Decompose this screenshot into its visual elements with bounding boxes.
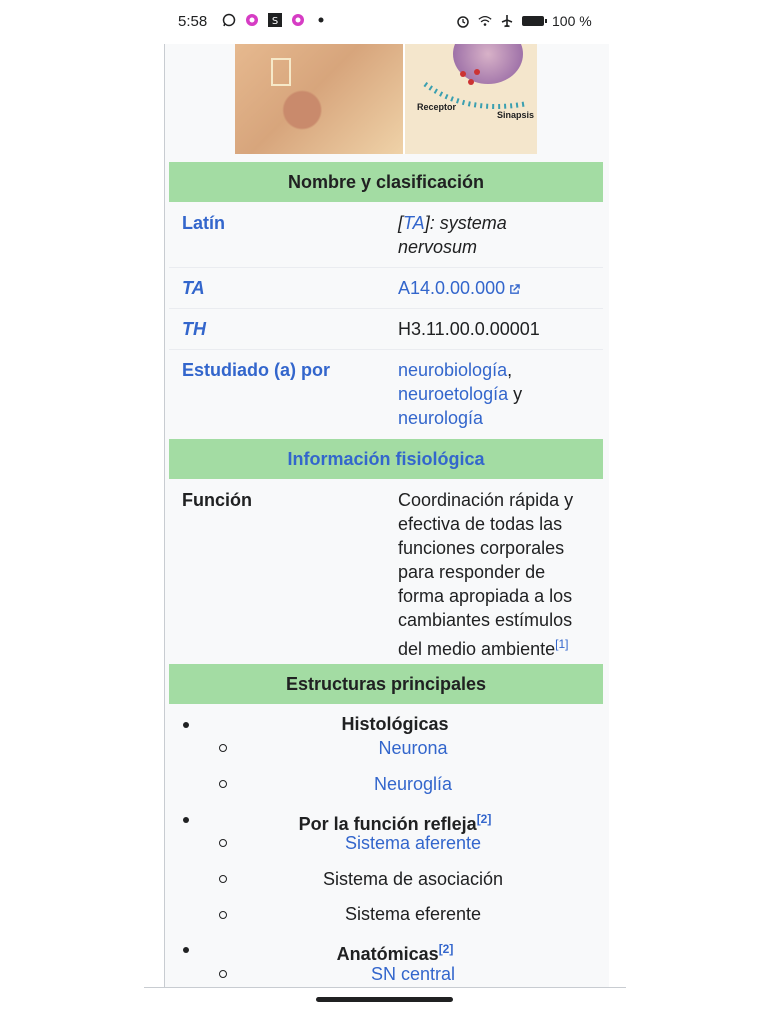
list-heading-histologicas: Histológicas — [341, 714, 449, 734]
nervous-system-image[interactable] — [235, 44, 537, 154]
list-heading-anatomicas: Anatómicas[2] — [336, 942, 454, 964]
function-label: Función — [182, 490, 252, 510]
app-pink-icon — [291, 13, 305, 27]
neurologia-link[interactable]: neurología — [398, 408, 484, 428]
function-value: Coordinación rápida y efectiva de todas las funciones corporales para responder de forma apropiada a los cambiantes estímulos del medio ambiente[1] — [398, 490, 574, 659]
divider — [169, 308, 603, 309]
infobox — [164, 44, 609, 988]
circle-bullet-icon — [219, 875, 227, 883]
circle-bullet-icon — [219, 780, 227, 788]
status-bar — [0, 0, 768, 44]
neurobiologia-link[interactable]: neurobiología — [398, 360, 508, 380]
neurona-link[interactable]: Neurona — [378, 738, 448, 758]
external-link-icon — [509, 284, 520, 295]
bullet-icon — [183, 817, 189, 823]
neuron-illustration — [235, 44, 403, 154]
th-label[interactable]: TH — [182, 319, 206, 339]
reference-2[interactable]: [2] — [438, 942, 454, 956]
sistema-aferente-link[interactable]: Sistema aferente — [344, 833, 482, 853]
svg-text:S: S — [271, 16, 279, 27]
wifi-icon — [478, 14, 492, 28]
studied-value: neurobiología, neuroetología y neurología — [398, 360, 523, 428]
bullet-icon — [183, 947, 189, 953]
s-app-icon — [268, 13, 282, 27]
airplane-icon — [500, 14, 514, 28]
ta-label[interactable]: TA — [182, 278, 205, 298]
sn-central-link[interactable]: SN central — [370, 964, 456, 984]
battery-percent: 100 % — [552, 13, 592, 29]
circle-bullet-icon — [219, 839, 227, 847]
neuroglia-link[interactable]: Neuroglía — [373, 774, 453, 794]
home-gesture-bar[interactable] — [316, 997, 453, 1002]
status-time: 5:58 — [178, 13, 208, 30]
app-pink-icon — [245, 13, 259, 27]
receptor-label: Receptor — [417, 102, 457, 112]
zoom-box — [271, 58, 291, 86]
divider — [169, 349, 603, 350]
circle-bullet-icon — [219, 911, 227, 919]
reference-1[interactable]: [1] — [555, 637, 569, 651]
section-header-structures: Estructuras principales — [169, 664, 603, 704]
section-header-physiology[interactable]: Información fisiológica — [169, 439, 603, 479]
sistema-eferente: Sistema eferente — [344, 904, 482, 924]
whatsapp-icon — [222, 13, 236, 27]
notification-icons — [222, 13, 328, 27]
system-icons — [456, 13, 592, 29]
battery-icon — [522, 16, 544, 26]
dot-icon — [314, 13, 328, 27]
divider — [169, 267, 603, 268]
alarm-icon — [456, 14, 470, 28]
reference-2[interactable]: [2] — [476, 812, 492, 826]
latin-value: [TA]: systema nervosum — [398, 213, 507, 257]
circle-bullet-icon — [219, 970, 227, 978]
nav-divider — [144, 987, 626, 988]
synapse-label: Sinapsis — [497, 110, 535, 120]
sistema-asociacion: Sistema de asociación — [322, 869, 504, 889]
synapse-illustration — [403, 44, 537, 154]
ta-value[interactable]: A14.0.00.000 — [398, 276, 588, 300]
studied-label[interactable]: Estudiado (a) por — [182, 360, 330, 380]
latin-label[interactable]: Latín — [182, 213, 225, 233]
section-header-classification: Nombre y clasificación — [169, 162, 603, 202]
th-value: H3.11.00.0.00001 — [398, 319, 540, 339]
bullet-icon — [183, 722, 189, 728]
ta-link[interactable]: TA — [403, 213, 425, 233]
list-heading-refleja: Por la función refleja[2] — [298, 812, 492, 834]
circle-bullet-icon — [219, 744, 227, 752]
neuroetologia-link[interactable]: neuroetología — [398, 384, 509, 404]
